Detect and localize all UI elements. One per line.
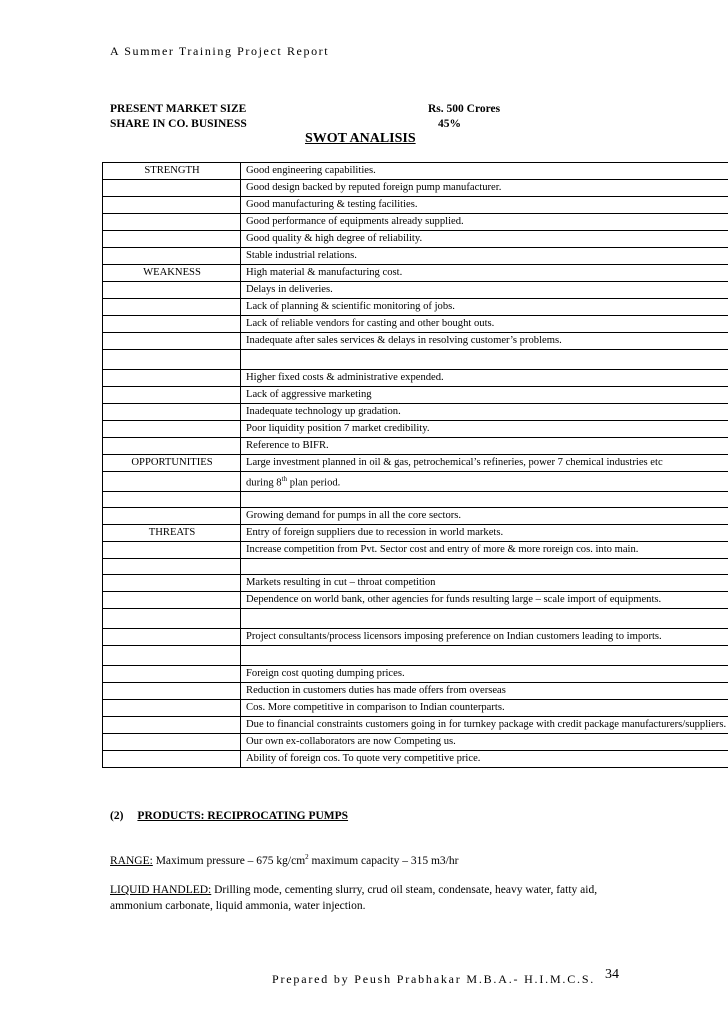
swot-item-text: Cos. More competitive in comparison to Indian counterparts. <box>246 701 505 713</box>
swot-row <box>103 628 728 645</box>
swot-category-cell <box>103 558 241 574</box>
swot-item-cell <box>241 507 728 524</box>
swot-item-text: Higher fixed costs & administrative expended. <box>246 372 444 383</box>
swot-category-cell <box>103 316 241 333</box>
swot-category-cell <box>103 491 241 507</box>
swot-row <box>103 507 728 524</box>
swot-row <box>103 404 728 421</box>
range-text-pre: Maximum pressure – 675 kg/cm <box>152 854 306 867</box>
swot-item-text: Lack of planning & scientific monitoring of jobs. <box>246 301 455 312</box>
swot-row <box>103 524 728 541</box>
swot-category-cell <box>103 665 241 682</box>
swot-category-label: WEAKNESS <box>143 267 201 278</box>
swot-row <box>103 316 728 333</box>
swot-item-text: Inadequate after sales services & delays in resolving customer’s problems. <box>246 335 562 346</box>
swot-item-text: Inadequate technology up gradation. <box>246 406 401 417</box>
swot-row <box>103 558 728 574</box>
swot-item-cell <box>241 248 728 265</box>
products-heading <box>110 810 348 822</box>
swot-category-label: STRENGTH <box>144 165 200 176</box>
swot-item-cell <box>241 524 728 541</box>
swot-category-cell <box>103 350 241 370</box>
swot-item-text: Reduction in customers duties has made offers from overseas <box>246 684 506 696</box>
swot-row <box>103 197 728 214</box>
swot-item-cell <box>241 541 728 558</box>
swot-category-cell <box>103 716 241 733</box>
swot-category-cell <box>103 421 241 438</box>
liquid-label: LIQUID HANDLED: <box>110 884 212 896</box>
swot-category-cell <box>103 265 241 282</box>
swot-row <box>103 608 728 628</box>
swot-category-cell <box>103 541 241 558</box>
swot-item-text: Reference to BIFR. <box>246 440 329 451</box>
swot-item-text: Ability of foreign cos. To quote very competitive price. <box>246 752 481 764</box>
swot-row <box>103 455 728 472</box>
swot-row <box>103 472 728 492</box>
swot-category-cell <box>103 248 241 265</box>
swot-item-cell <box>241 682 728 699</box>
swot-item-text: Good performance of equipments already supplied. <box>246 216 464 227</box>
swot-title: SWOT ANALISIS <box>305 131 416 146</box>
swot-item-text: Good manufacturing & testing facilities. <box>246 199 418 210</box>
swot-row <box>103 491 728 507</box>
swot-category-cell <box>103 163 241 180</box>
swot-item-cell <box>241 455 728 472</box>
swot-item-cell <box>241 608 728 628</box>
swot-item-cell <box>241 628 728 645</box>
swot-item-text: during 8 <box>246 477 282 489</box>
swot-category-cell <box>103 404 241 421</box>
section-title: PRODUCTS: RECIPROCATING PUMPS <box>137 810 349 822</box>
swot-row <box>103 231 728 248</box>
swot-row <box>103 682 728 699</box>
swot-item-cell <box>241 197 728 214</box>
swot-category-cell <box>103 387 241 404</box>
swot-row <box>103 299 728 316</box>
swot-item-cell <box>241 591 728 608</box>
swot-category-cell <box>103 524 241 541</box>
swot-item-text: Foreign cost quoting dumping prices. <box>246 667 405 679</box>
swot-category-cell <box>103 214 241 231</box>
swot-row <box>103 716 728 733</box>
swot-item-text: High material & manufacturing cost. <box>246 267 403 278</box>
page-number: 34 <box>605 967 619 982</box>
swot-item-cell <box>241 438 728 455</box>
swot-row <box>103 387 728 404</box>
swot-row <box>103 750 728 767</box>
market-share-value: 45% <box>438 118 461 130</box>
swot-item-text: Dependence on world bank, other agencies for funds resulting large – scale import of equipments. <box>246 593 662 605</box>
swot-row <box>103 541 728 558</box>
swot-row <box>103 350 728 370</box>
swot-item-cell <box>241 350 728 370</box>
swot-item-cell <box>241 231 728 248</box>
swot-item-text: Project consultants/process licensors imposing preference on Indian customers leading to imports. <box>246 630 662 642</box>
market-size-label: PRESENT MARKET SIZE <box>110 103 247 115</box>
swot-item-text: Good design backed by reputed foreign pump manufacturer. <box>246 182 502 193</box>
swot-category-cell <box>103 733 241 750</box>
swot-item-cell <box>241 316 728 333</box>
swot-item-cell <box>241 472 728 492</box>
swot-item-text: Good engineering capabilities. <box>246 165 376 176</box>
swot-row <box>103 421 728 438</box>
swot-category-cell <box>103 507 241 524</box>
liquid-handled <box>110 882 630 914</box>
swot-category-cell <box>103 333 241 350</box>
swot-item-cell <box>241 716 728 733</box>
swot-item-cell <box>241 404 728 421</box>
swot-category-cell <box>103 750 241 767</box>
swot-row <box>103 733 728 750</box>
swot-category-label: THREATS <box>148 526 196 538</box>
swot-item-text: Lack of aggressive marketing <box>246 389 372 400</box>
swot-category-cell <box>103 699 241 716</box>
swot-item-cell <box>241 645 728 665</box>
range-label: RANGE: <box>110 854 153 867</box>
swot-item-text: Lack of reliable vendors for casting and other bought outs. <box>246 318 495 329</box>
swot-item-text: Markets resulting in cut – throat competition <box>246 576 436 588</box>
swot-category-label: OPPORTUNITIES <box>131 457 213 468</box>
swot-item-text: Due to financial constraints customers going in for turnkey package with credit package manufacturers/suppliers. <box>246 718 727 730</box>
swot-row <box>103 180 728 197</box>
swot-category-cell <box>103 370 241 387</box>
swot-item-cell <box>241 574 728 591</box>
swot-row <box>103 163 728 180</box>
swot-category-cell <box>103 299 241 316</box>
swot-item-cell <box>241 699 728 716</box>
swot-category-cell <box>103 591 241 608</box>
swot-category-cell <box>103 608 241 628</box>
swot-row <box>103 265 728 282</box>
swot-item-text: Stable industrial relations. <box>246 250 357 261</box>
range-text-post: maximum capacity – 315 m3/hr <box>308 854 459 867</box>
swot-item-cell <box>241 180 728 197</box>
swot-category-cell <box>103 438 241 455</box>
swot-row <box>103 214 728 231</box>
swot-category-cell <box>103 197 241 214</box>
swot-item-cell <box>241 265 728 282</box>
swot-row <box>103 438 728 455</box>
swot-item-cell <box>241 387 728 404</box>
footer-prepared-by: Prepared by Peush Prabhakar M.B.A.- H.I.M.C.S. <box>272 972 596 986</box>
range-superscript: 2 <box>305 853 309 861</box>
swot-item-cell <box>241 558 728 574</box>
swot-item-text: Delays in deliveries. <box>246 284 333 295</box>
swot-row <box>103 248 728 265</box>
swot-category-cell <box>103 472 241 492</box>
swot-item-text: Good quality & high degree of reliability. <box>246 233 423 244</box>
swot-category-cell <box>103 180 241 197</box>
swot-row <box>103 591 728 608</box>
swot-row <box>103 574 728 591</box>
swot-item-cell <box>241 299 728 316</box>
swot-category-cell <box>103 282 241 299</box>
liquid-text: Drilling mode, cementing slurry, crud oil steam, condensate, heavy water, fatty aid, ammonium carbonate, liquid ammonia, water injection. <box>110 884 598 912</box>
swot-category-cell <box>103 645 241 665</box>
swot-category-cell <box>103 628 241 645</box>
swot-row <box>103 645 728 665</box>
swot-item-cell <box>241 282 728 299</box>
swot-row <box>103 699 728 716</box>
swot-item-cell <box>241 491 728 507</box>
report-header: A Summer Training Project Report <box>110 44 330 58</box>
swot-row <box>103 370 728 387</box>
swot-item-cell <box>241 665 728 682</box>
swot-item-cell <box>241 370 728 387</box>
swot-item-superscript: th <box>281 475 288 483</box>
range-line <box>110 853 458 867</box>
swot-row <box>103 665 728 682</box>
swot-item-cell <box>241 750 728 767</box>
swot-item-text: Increase competition from Pvt. Sector cost and entry of more & more roreign cos. into main. <box>246 543 639 555</box>
swot-item-text: Poor liquidity position 7 market credibility. <box>246 423 430 434</box>
market-size-value: Rs. 500 Crores <box>428 103 501 115</box>
swot-category-cell <box>103 682 241 699</box>
swot-category-cell <box>103 574 241 591</box>
swot-table <box>102 162 728 768</box>
swot-item-cell <box>241 421 728 438</box>
swot-item-text: plan period. <box>287 477 341 489</box>
swot-item-cell <box>241 163 728 180</box>
swot-item-cell <box>241 333 728 350</box>
market-share-label: SHARE IN CO. BUSINESS <box>110 118 247 130</box>
swot-category-cell <box>103 455 241 472</box>
section-number: (2) <box>110 810 124 822</box>
swot-item-text: Large investment planned in oil & gas, petrochemical’s refineries, power 7 chemical industries etc <box>246 457 663 468</box>
swot-item-text: Growing demand for pumps in all the core sectors. <box>246 509 462 521</box>
swot-item-cell <box>241 214 728 231</box>
swot-row <box>103 333 728 350</box>
swot-category-cell <box>103 231 241 248</box>
swot-row <box>103 282 728 299</box>
swot-item-text: Our own ex-collaborators are now Competing us. <box>246 735 456 747</box>
swot-item-text: Entry of foreign suppliers due to recession in world markets. <box>246 526 504 538</box>
swot-item-cell <box>241 733 728 750</box>
